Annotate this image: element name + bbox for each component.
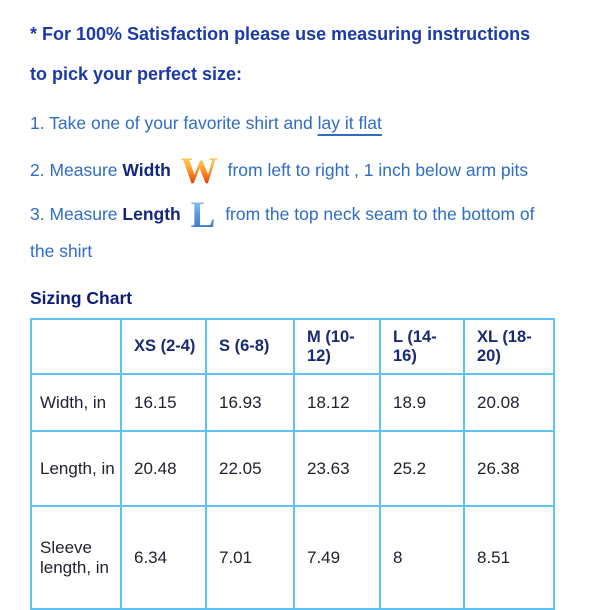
length-value-l: 25.2 — [380, 431, 464, 506]
sleeve-value-xl: 8.51 — [464, 506, 554, 609]
instruction-step-1 — [30, 111, 572, 135]
size-column-header-m: M (10-12) — [294, 319, 380, 374]
length-value-xl: 26.38 — [464, 431, 554, 506]
row-label-width: Width, in — [31, 374, 121, 431]
instruction-2-prefix: 2. Measure — [30, 160, 118, 180]
sleeve-value-l: 8 — [380, 506, 464, 609]
lay-it-flat-underlined-text: lay it flat — [317, 113, 382, 133]
instruction-2-suffix: from left to right , 1 inch below arm pits — [227, 160, 529, 180]
row-label-sleeve-length: Sleeve length, in — [31, 506, 121, 609]
width-value-l: 18.9 — [380, 374, 464, 431]
size-column-header-xs: XS (2-4) — [121, 319, 206, 374]
width-value-m: 18.12 — [294, 374, 380, 431]
size-column-header-l: L (14-16) — [380, 319, 464, 374]
width-keyword: Width — [122, 160, 171, 180]
corner-header-cell — [31, 319, 121, 374]
table-row-width — [31, 374, 554, 431]
satisfaction-note-line1: * For 100% Satisfaction please use measuring instructions — [30, 24, 531, 44]
length-value-m: 23.63 — [294, 431, 380, 506]
instruction-3-prefix: 3. Measure — [30, 204, 118, 224]
table-row-length — [31, 431, 554, 506]
sizing-chart-title: Sizing Chart — [30, 288, 133, 308]
instruction-step-3 — [30, 197, 572, 268]
size-column-header-xl: XL (18-20) — [464, 319, 554, 374]
sleeve-value-s: 7.01 — [206, 506, 294, 609]
row-label-length: Length, in — [31, 431, 121, 506]
width-letter-icon: W — [180, 151, 218, 192]
instruction-3-suffix-line2: the shirt — [30, 241, 93, 261]
size-column-header-s: S (6-8) — [206, 319, 294, 374]
satisfaction-note — [30, 14, 572, 94]
width-value-xl: 20.08 — [464, 374, 554, 431]
length-letter-icon: L — [190, 195, 216, 236]
sleeve-value-m: 7.49 — [294, 506, 380, 609]
sizing-table — [30, 318, 555, 610]
instruction-1-text: 1. Take one of your favorite shirt and — [30, 113, 313, 133]
table-row-sleeve-length — [31, 506, 554, 609]
length-keyword: Length — [122, 204, 181, 224]
length-value-xs: 20.48 — [121, 431, 206, 506]
width-value-xs: 16.15 — [121, 374, 206, 431]
satisfaction-note-line2: to pick your perfect size: — [30, 64, 243, 84]
width-value-s: 16.93 — [206, 374, 294, 431]
sleeve-value-xs: 6.34 — [121, 506, 206, 609]
instruction-3-suffix-line1: from the top neck seam to the bottom of — [225, 204, 535, 224]
table-header-row — [31, 319, 554, 374]
length-value-s: 22.05 — [206, 431, 294, 506]
instruction-step-2 — [30, 149, 572, 191]
